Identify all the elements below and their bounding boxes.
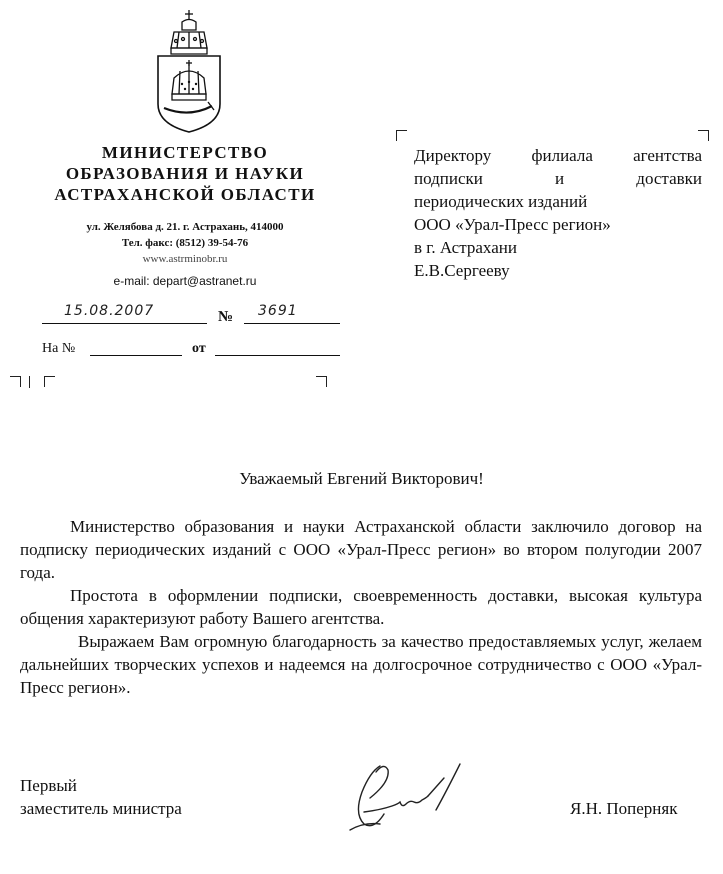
ministry-name-line1: МИНИСТЕРСТВО	[101, 143, 269, 162]
corner-mark	[44, 376, 55, 387]
corner-mark	[316, 376, 327, 387]
ministry-name-line2: ОБРАЗОВАНИЯ И НАУКИ	[65, 164, 305, 183]
ministry-website: www.astrminobr.ru	[142, 253, 228, 265]
ministry-phone-fax: Тел. факс: (8512) 39-54-76	[121, 237, 249, 249]
ministry-address: ул. Желябова д. 21. г. Астрахань, 414000	[86, 221, 284, 233]
corner-mark	[698, 130, 709, 141]
reply-to-label: На №	[42, 341, 76, 356]
corner-mark	[396, 130, 407, 141]
addressee-line3: периодических изданий	[414, 192, 588, 211]
letter-body	[20, 515, 702, 699]
addressee-line4: ООО «Урал-Пресс регион»	[414, 215, 611, 234]
body-paragraph-2: Простота в оформлении подписки, своевременность доставки, высокая культура общения характеризуют работу Вашего агентства.	[20, 586, 702, 628]
ministry-name-line3: АСТРАХАНСКОЙ ОБЛАСТИ	[54, 185, 316, 204]
addressee-line2: подписки и доставки	[414, 169, 702, 188]
corner-mark	[29, 376, 30, 388]
signer-name: Я.Н. Поперняк	[570, 799, 678, 818]
coat-of-arms-icon	[152, 8, 226, 134]
reply-number-underline	[90, 355, 182, 356]
addressee-line6: Е.В.Сергееву	[414, 261, 510, 280]
registration-date: 15.08.2007	[64, 303, 155, 319]
date-underline	[42, 323, 207, 324]
signer-position-line1: Первый	[20, 776, 77, 795]
ministry-email: e-mail: depart@astranet.ru	[113, 274, 257, 288]
number-underline	[244, 323, 340, 324]
addressee-line1: Директору филиала агентства	[414, 146, 702, 165]
reply-date-underline	[215, 355, 340, 356]
registration-number: 3691	[258, 303, 298, 319]
number-label: №	[218, 309, 234, 325]
salutation: Уважаемый Евгений Викторович!	[239, 469, 484, 488]
addressee-line5: в г. Астрахани	[414, 238, 517, 257]
corner-mark	[10, 376, 21, 387]
signer-position-line2: заместитель министра	[20, 799, 182, 818]
body-paragraph-3: Выражаем Вам огромную благодарность за качество предоставляемых услуг, желаем дальнейших творческих успехов и надеемся на долгосрочное сотрудничество с ООО «Урал-Пресс регион».	[20, 632, 702, 697]
reply-date-label: от	[192, 341, 206, 356]
handwritten-signature	[340, 752, 470, 842]
body-paragraph-1: Министерство образования и науки Астраханской области заключило договор на подписку периодических изданий с ООО «Урал-Пресс регион» во втором полугодии 2007 года.	[20, 517, 702, 582]
